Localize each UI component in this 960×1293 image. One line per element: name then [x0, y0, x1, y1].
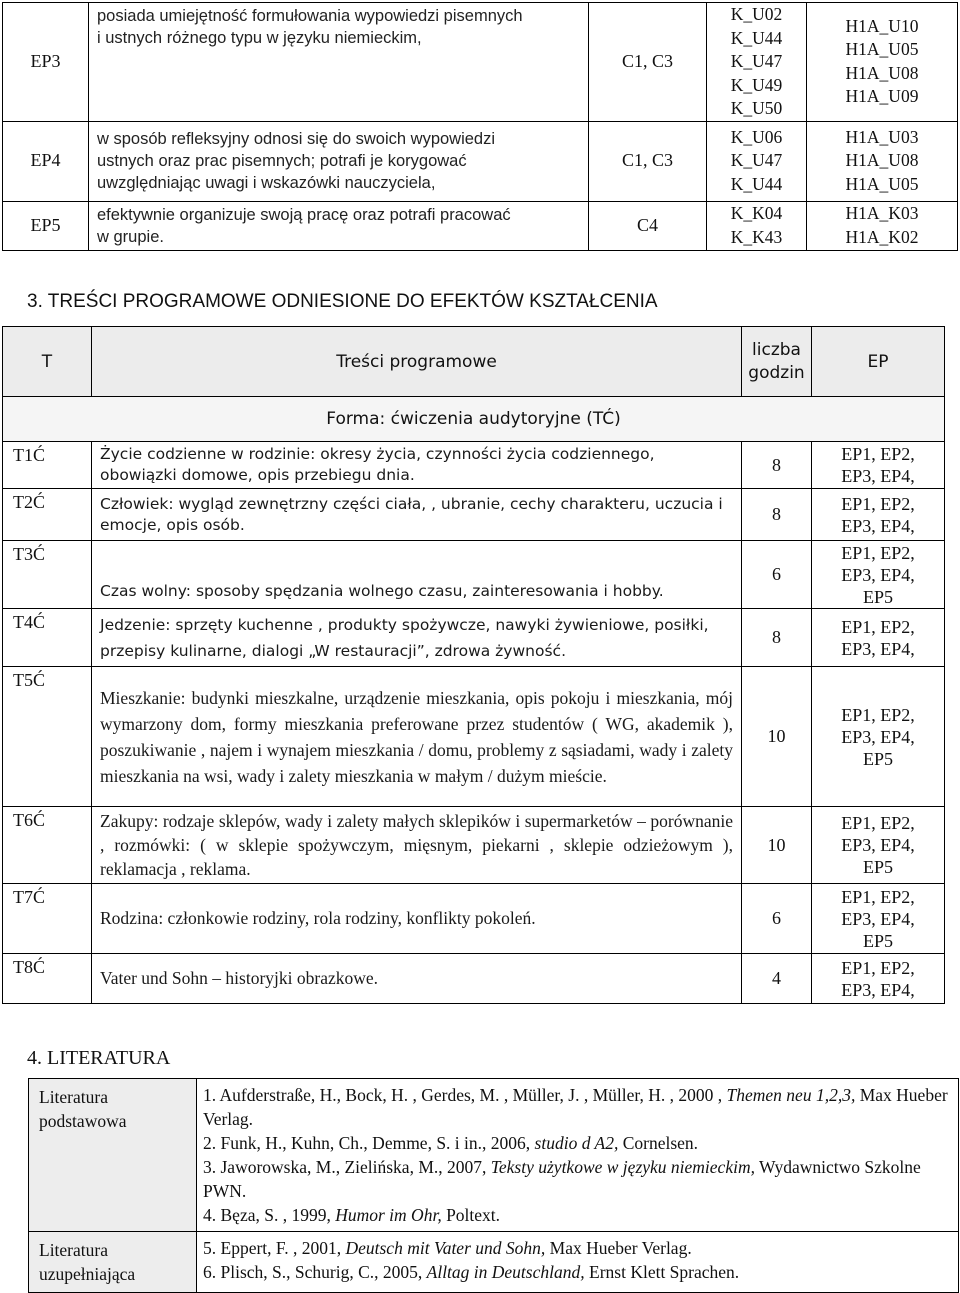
reference-item: 4. Bęza, S. , 1999, Humor im Ohr, Poltext.	[203, 1205, 501, 1225]
topic-content: Życie codzienne w rodzinie: okresy życia, czynności życia codziennego, obowiązki domowe, opis przebiegu dnia.	[92, 442, 742, 489]
topic-hours: 10	[742, 807, 812, 884]
outcome-methods: C4	[589, 201, 707, 250]
direction-effects: K_K04 K_K43	[707, 201, 807, 250]
literature-supplementary-row	[29, 1232, 959, 1293]
table-row	[3, 489, 945, 541]
reference-item: 5. Eppert, F. , 2001, Deutsch mit Vater und Sohn, Max Hueber Verlag.	[203, 1238, 692, 1258]
topic-content: Rodzina: członkowie rodziny, rola rodziny, konflikty pokoleń.	[92, 884, 742, 954]
topic-effects: EP1, EP2, EP3, EP4, EP5	[812, 884, 945, 954]
form-row	[3, 397, 945, 442]
table-row	[3, 541, 945, 609]
outcome-methods: C1, C3	[589, 3, 707, 122]
section-3-heading: 3. TREŚCI PROGRAMOWE ODNIESIONE DO EFEKTÓW KSZTAŁCENIA	[27, 291, 658, 312]
outcome-row	[3, 121, 958, 201]
area-effects: H1A_U03 H1A_U08 H1A_U05	[807, 121, 958, 201]
topic-effects: EP1, EP2, EP3, EP4, EP5	[812, 807, 945, 884]
basic-literature-label: Literatura podstawowa	[29, 1079, 197, 1232]
topic-code: T4Ć	[3, 609, 92, 667]
topic-hours: 4	[742, 954, 812, 1004]
table-row	[3, 442, 945, 489]
reference-item: 3. Jaworowska, M., Zielińska, M., 2007, Teksty użytkowe w języku niemieckim, Wydawnictwo Szkolne PWN.	[203, 1157, 921, 1201]
topic-hours: 8	[742, 609, 812, 667]
outcome-description: w sposób refleksyjny odnosi się do swoich wypowiedzi ustnych oraz prac pisemnych; potrafi je korygować uwzględniając uwagi i wskazówki nauczyciela,	[89, 121, 589, 201]
outcome-description: efektywnie organizuje swoją pracę oraz potrafi pracować w grupie.	[89, 201, 589, 250]
outcome-code: EP5	[3, 201, 89, 250]
topic-hours: 10	[742, 667, 812, 807]
topic-code: T1Ć	[3, 442, 92, 489]
topic-code: T8Ć	[3, 954, 92, 1004]
reference-item: 6. Plisch, S., Schurig, C., 2005, Alltag in Deutschland, Ernst Klett Sprachen.	[203, 1262, 740, 1282]
section-4-heading: 4. LITERATURA	[27, 1047, 171, 1069]
header-hours: liczba godzin	[742, 327, 812, 397]
header-content: Treści programowe	[92, 327, 742, 397]
topic-code: T3Ć	[3, 541, 92, 609]
outcome-row	[3, 201, 958, 250]
topic-content: Zakupy: rodzaje sklepów, wady i zalety małych sklepików i supermarketów – porównanie , rozmówki: ( w sklepie spożywczym, mięsnym, piekarni , sklepie odzieżowym ), reklamacja , reklama.	[92, 807, 742, 884]
topic-effects: EP1, EP2, EP3, EP4,	[812, 609, 945, 667]
direction-effects: K_U02 K_U44 K_U47 K_U49 K_U50	[707, 3, 807, 122]
outcome-code: EP4	[3, 121, 89, 201]
reference-item: 1. Aufderstraße, H., Bock, H. , Gerdes, M. , Müller, J. , Müller, H. , 2000 , Themen neu 1,2,3, Max Hueber Verlag.	[203, 1085, 948, 1129]
topic-content: Jedzenie: sprzęty kuchenne , produkty spożywcze, nawyki żywieniowe, posiłki, przepisy kulinarne, dialogi „W restauracji”, zdrowa żywność.	[92, 609, 742, 667]
table-row	[3, 667, 945, 807]
topic-effects: EP1, EP2, EP3, EP4, EP5	[812, 667, 945, 807]
basic-literature-list	[197, 1079, 959, 1232]
topic-content: Czas wolny: sposoby spędzania wolnego czasu, zainteresowania i hobby.	[92, 541, 742, 609]
literature-table	[28, 1078, 959, 1293]
form-label: Forma: ćwiczenia audytoryjne (TĆ)	[3, 397, 945, 442]
table-row	[3, 884, 945, 954]
direction-effects: K_U06 K_U47 K_U44	[707, 121, 807, 201]
table-row	[3, 807, 945, 884]
topic-hours: 8	[742, 489, 812, 541]
topic-code: T5Ć	[3, 667, 92, 807]
header-ep: EP	[812, 327, 945, 397]
table-row	[3, 954, 945, 1004]
supplementary-literature-label: Literatura uzupełniająca	[29, 1232, 197, 1293]
topic-hours: 8	[742, 442, 812, 489]
outcome-row	[3, 3, 958, 122]
topic-content: Vater und Sohn – historyjki obrazkowe.	[92, 954, 742, 1004]
header-t: T	[3, 327, 92, 397]
topic-hours: 6	[742, 541, 812, 609]
topic-content: Człowiek: wygląd zewnętrzny części ciała, , ubranie, cechy charakteru, uczucia i emocje, opis osób.	[92, 489, 742, 541]
topic-effects: EP1, EP2, EP3, EP4,	[812, 489, 945, 541]
topic-effects: EP1, EP2, EP3, EP4,	[812, 442, 945, 489]
literature-basic-row	[29, 1079, 959, 1232]
outcome-code: EP3	[3, 3, 89, 122]
table-row	[3, 609, 945, 667]
table-header	[3, 327, 945, 397]
area-effects: H1A_U10 H1A_U05 H1A_U08 H1A_U09	[807, 3, 958, 122]
topic-content: Mieszkanie: budynki mieszkalne, urządzenie mieszkania, opis pokoju i mieszkania, mój wymarzony dom, formy mieszkania preferowane przez studentów ( WG, akademik ), poszukiwanie , najem i wynajem mieszkania / domu, problemy z sąsiadami, wady i zalety mieszkania na wsi, wady i zalety mieszkania w małym / dużym mieście.	[92, 667, 742, 807]
learning-outcomes-table	[2, 2, 958, 251]
topic-code: T7Ć	[3, 884, 92, 954]
reference-item: 2. Funk, H., Kuhn, Ch., Demme, S. i in., 2006, studio d A2, Cornelsen.	[203, 1133, 699, 1153]
topic-code: T2Ć	[3, 489, 92, 541]
topic-effects: EP1, EP2, EP3, EP4, EP5	[812, 541, 945, 609]
area-effects: H1A_K03 H1A_K02	[807, 201, 958, 250]
supplementary-literature-list	[197, 1232, 959, 1293]
topic-code: T6Ć	[3, 807, 92, 884]
program-content-table	[2, 326, 945, 1004]
topic-effects: EP1, EP2, EP3, EP4,	[812, 954, 945, 1004]
topic-hours: 6	[742, 884, 812, 954]
outcome-methods: C1, C3	[589, 121, 707, 201]
outcome-description: posiada umiejętność formułowania wypowiedzi pisemnych i ustnych różnego typu w języku niemieckim,	[89, 3, 589, 122]
